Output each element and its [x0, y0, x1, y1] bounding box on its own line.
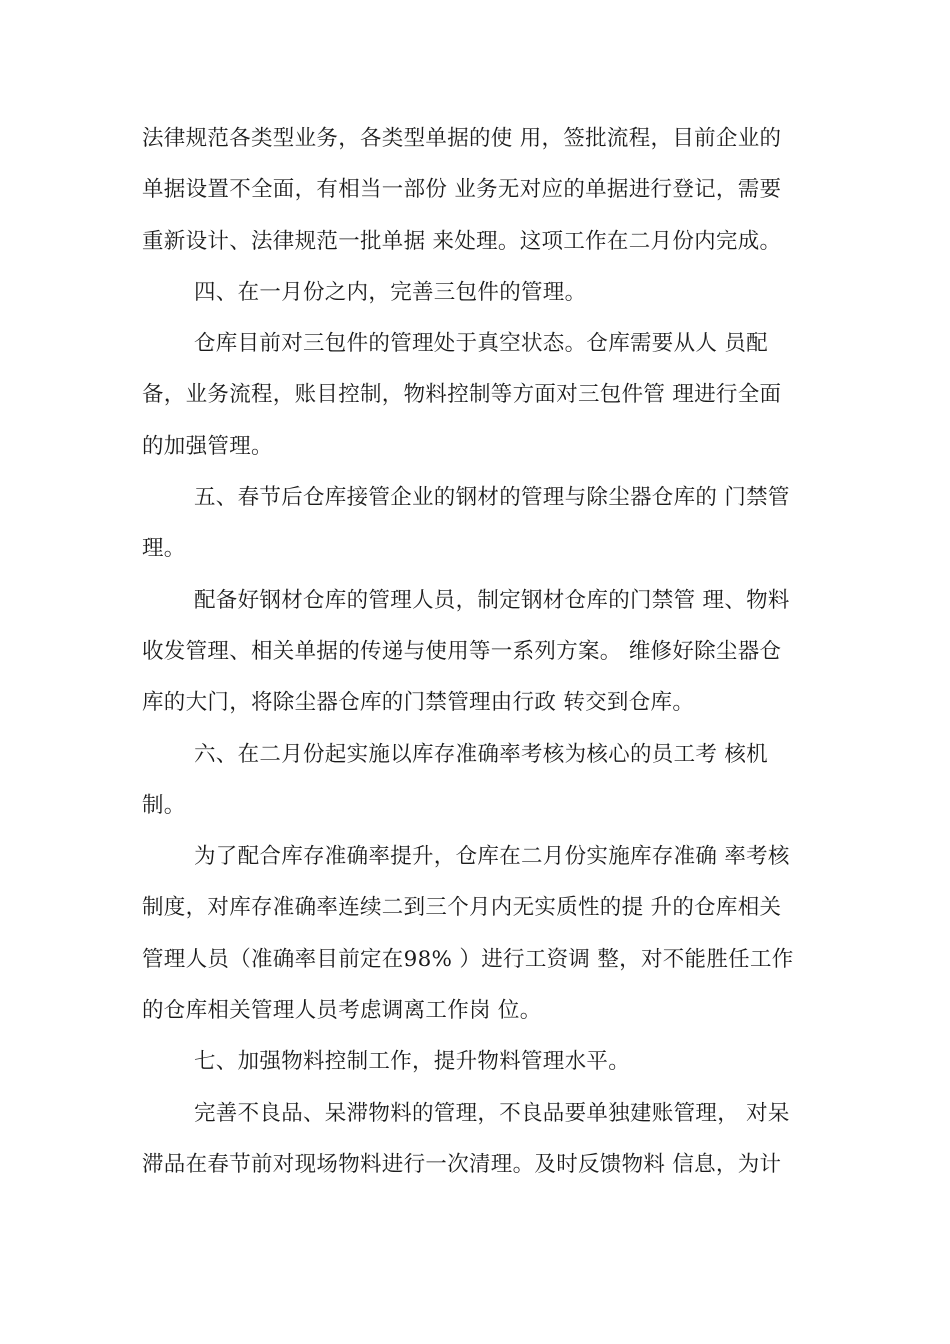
- text-line: 制。: [142, 792, 186, 818]
- text-line: 单据设置不全面，有相当一部份 业务无对应的单据进行登记，需要: [142, 177, 782, 203]
- text-line: 重新设计、法律规范一批单据 来处理。这项工作在二月份内完成。: [142, 228, 782, 254]
- text-line: 管理人员（准确率目前定在98% ）进行工资调 整，对不能胜任工作: [142, 946, 794, 972]
- text-line: 收发管理、相关单据的传递与使用等一系列方案。 维修好除尘器仓: [142, 638, 782, 664]
- text-line: 完善不良品、呆滞物料的管理，不良品要单独建账管理， 对呆: [194, 1100, 790, 1126]
- text-line: 滞品在春节前对现场物料进行一次清理。及时反馈物料 信息，为计: [142, 1151, 782, 1177]
- text-line: 七、加强物料控制工作，提升物料管理水平。: [194, 1049, 631, 1075]
- text-line: 六、在二月份起实施以库存准确率考核为核心的员工考 核机: [194, 741, 768, 767]
- text-line: 仓库目前对三包件的管理处于真空状态。仓库需要从人 员配: [194, 331, 768, 357]
- body-text: [142, 113, 814, 1190]
- text-line: 四、在一月份之内，完善三包件的管理。: [194, 279, 587, 305]
- text-line: 的加强管理。: [142, 433, 273, 459]
- text-line: 为了配合库存准确率提升，仓库在二月份实施库存准确 率考核: [194, 844, 790, 870]
- text-line: 制度，对库存准确率连续二到三个月内无实质性的提 升的仓库相关: [142, 895, 782, 921]
- text-line: 备，业务流程，账目控制，物料控制等方面对三包件管 理进行全面: [142, 382, 782, 408]
- text-line: 库的大门，将除尘器仓库的门禁管理由行政 转交到仓库。: [142, 690, 695, 716]
- text-line: 五、春节后仓库接管企业的钢材的管理与除尘器仓库的 门禁管: [194, 485, 790, 511]
- text-line: 配备好钢材仓库的管理人员，制定钢材仓库的门禁管 理、物料: [194, 587, 790, 613]
- text-line: 的仓库相关管理人员考虑调离工作岗 位。: [142, 998, 542, 1024]
- text-line: 法律规范各类型业务，各类型单据的使 用，签批流程，目前企业的: [142, 126, 782, 151]
- text-line: 理。: [142, 536, 186, 562]
